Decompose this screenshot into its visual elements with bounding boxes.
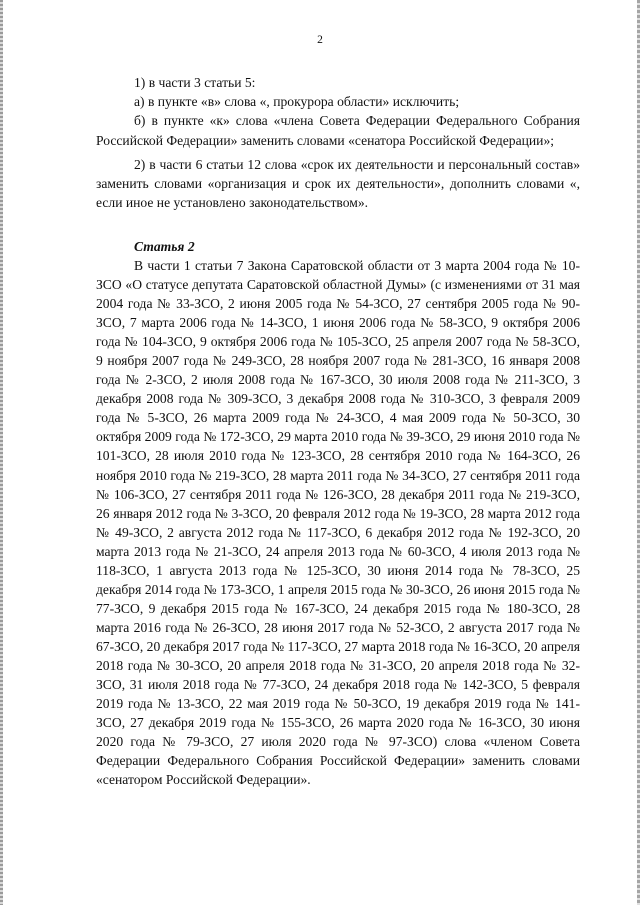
amendment-item-1b: б) в пункте «к» слова «члена Совета Федерации Федерального Собрания Российской Федерации» заменить словами «сенатора Российской Федерации»; [96, 113, 580, 148]
amendments-block [96, 73, 580, 212]
article-paragraph: В части 1 статьи 7 Закона Саратовской области от 3 марта 2004 года № 10-ЗСО «О статусе депутата Саратовской областной Думы» (с изменениями от 31 мая 2004 года № 33-ЗСО, 2 июня 2005 года № 54-ЗСО, 27 сентября 2005 года № 90-ЗСО, 7 марта 2006 года № 14-ЗСО, 1 июня 2006 года № 58-ЗСО, 9 октября 2006 года № 104-ЗСО, 9 октября 2006 года № 105-ЗСО, 25 апреля 2007 года № 58-ЗСО, 9 ноября 2007 года № 249-ЗСО, 28 ноября 2007 года № 281-ЗСО, 16 января 2008 года № 2-ЗСО, 2 июля 2008 года № 167-ЗСО, 30 июля 2008 года № 211-ЗСО, 3 декабря 2008 года № 309-ЗСО, 3 декабря 2008 года № 310-ЗСО, 3 февраля 2009 года № 5-ЗСО, 26 марта 2009 года № 24-ЗСО, 4 мая 2009 года № 50-ЗСО, 30 октября 2009 года № 172-ЗСО, 29 марта 2010 года № 39-ЗСО, 29 июня 2010 года № 101-ЗСО, 28 июля 2010 года № 123-ЗСО, 28 сентября 2010 года № 164-ЗСО, 26 ноября 2010 года № 219-ЗСО, 28 марта 2011 года № 34-ЗСО, 27 сентября 2011 года № 106-ЗСО, 27 сентября 2011 года № 126-ЗСО, 28 декабря 2011 года № 219-ЗСО, 26 января 2012 года № 3-ЗСО, 20 февраля 2012 года № 19-ЗСО, 28 марта 2012 года № 49-ЗСО, 2 августа 2012 года № 117-ЗСО, 6 декабря 2012 года № 192-ЗСО, 20 марта 2013 года № 21-ЗСО, 24 апреля 2013 года № 60-ЗСО, 4 июля 2013 года № 118-ЗСО, 1 августа 2013 года № 125-ЗСО, 30 июня 2014 года № 78-ЗСО, 25 декабря 2014 года № 173-ЗСО, 1 апреля 2015 года № 30-ЗСО, 26 июня 2015 года № 77-ЗСО, 9 декабря 2015 года № 167-ЗСО, 24 декабря 2015 года № 180-ЗСО, 28 марта 2016 года № 26-ЗСО, 28 июня 2017 года № 52-ЗСО, 2 августа 2017 года № 67-ЗСО, 20 декабря 2017 года № 117-ЗСО, 27 марта 2018 года № 16-ЗСО, 20 апреля 2018 года № 30-ЗСО, 20 апреля 2018 года № 31-ЗСО, 20 апреля 2018 года № 32-ЗСО, 31 июля 2018 года № 77-ЗСО, 24 декабря 2018 года № 142-ЗСО, 5 февраля 2019 года № 13-ЗСО, 22 мая 2019 года № 50-ЗСО, 19 декабря 2019 года № 141-ЗСО, 27 декабря 2019 года № 155-ЗСО, 26 марта 2020 года № 16-ЗСО, 30 июня 2020 года № 79-ЗСО, 27 июля 2020 года № 97-ЗСО) слова «членом Совета Федерации Федерального Собрания Российской Федерации» заменить словами «сенатором Российской Федерации». [96, 258, 580, 788]
article-body [96, 256, 580, 789]
amendment-item-2: 2) в части 6 статьи 12 слова «срок их деятельности и персональный состав» заменить словами «организация и срок их деятельности», дополнить словами «, если иное не установлено законодательством». [96, 156, 580, 211]
amendment-item-1: 1) в части 3 статьи 5: [134, 75, 256, 90]
page-number: 2 [317, 34, 323, 46]
article-heading: Статья 2 [134, 239, 195, 254]
amendment-item-1a: а) в пункте «в» слова «, прокурора области» исключить; [134, 94, 460, 110]
scan-edge-left [0, 0, 3, 905]
